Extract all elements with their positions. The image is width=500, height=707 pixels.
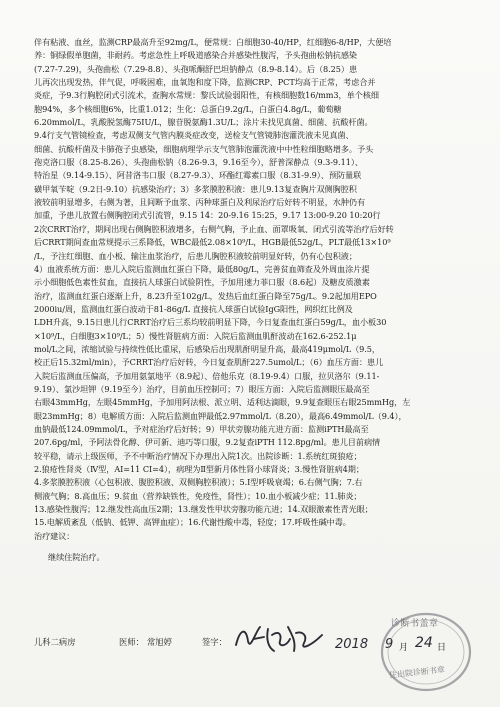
body-line: LDH升高，9.15日患儿行CRRT治疗后三系均较前明显下降，今日复查血红蛋白59g/L，血小板30 [34, 317, 387, 328]
body-line: 治疗建议： [34, 530, 75, 541]
body-line: 示小细胞低色素性贫血，直接抗人球蛋白试验阴性，予加用速力菲口服（8.6起）及糖皮质激素 [34, 277, 370, 288]
body-line: 儿再次出现发热，伴气促，呼吸困难，血氧饱和度下降，监测CRP、PCT均高于正常，考虑合并 [34, 77, 376, 88]
date-year: 2018 [335, 637, 369, 652]
body-line: 6.20mmol/L，乳酸脱氢酶75IU/L，腺苷脱氨酶1.3U/L；涂片未找见真菌、细菌、抗酸杆菌。 [34, 117, 373, 128]
body-line: 入院后监测血压偏高，予加用氨氯地平（8.9起）、倍他乐克（8.19-9.4）口服，拉贝洛尔（9.11- [34, 370, 380, 381]
body-line: 13.感染性腹泻；12.继发性高血压2期；13.继发性甲状旁腺功能亢进；14.双眼激素性青光眼； [34, 504, 373, 515]
date-month-unit: 月 [399, 643, 409, 653]
department-label: 儿科二病房 [34, 637, 76, 647]
body-line: 9.19）、氯沙坦钾（9.19至今）治疗，目前血压控制可；7）眼压方面：入院后监测眼压最高至 [34, 383, 370, 394]
body-line: 特治星（9.14-9.15）、阿昔洛韦口服（8.27-9.3）、环酯红霉素口服（8.31-9.9）、预防量联 [34, 170, 362, 181]
doctor-name: 常旭婷 [147, 637, 172, 647]
hospital-stamp [377, 606, 475, 694]
body-line: 15.电解质紊乱（低钠、低钾、高钾血症）；16.代谢性酸中毒，轻度；17.呼吸性碱中毒。 [34, 517, 351, 528]
stamp-bottom-text: 住出院诊断书章 [388, 665, 446, 680]
body-line: /L，予注红细胞、血小板、输注血浆治疗，后患儿胸腔积液较前明显好转，仍有心包积液； [34, 250, 357, 261]
body-line: 4）血液系统方面：患儿入院后监测血红蛋白下降，最低80g/L，完善贫血筛查及外周血涂片提 [34, 263, 370, 274]
body-line: 磺甲氧苄啶（9.2日-9.10）抗感染治疗；3）多浆膜腔积液：患儿9.13复查胸片双侧胸腔积 [34, 183, 357, 194]
body-line: 加重，予患儿放置右侧胸腔闭式引流管，9.15 14：20-9.16 15:25，9.17 13:00-9.20 10:20行 [34, 210, 381, 221]
doctor-label: 医师： [119, 637, 144, 647]
date-day: 24 [415, 635, 433, 651]
body-line: 9.4行支气管镜检查，考虑双侧支气管内膜炎症改变，送检支气管镜肺泡灌洗液未见真菌、 [34, 130, 354, 141]
body-line: 孢克洛口服（8.25-8.26）、头孢曲松钠（8.26-9.3，9.16至今），舒普深静点（9.3-9.11）、 [34, 157, 363, 168]
stamp-top-text: 诊断书盖章 [391, 619, 439, 629]
treatment-advice: 继续住院治疗。 [48, 552, 105, 563]
body-line: 眼23mmHg；8）电解质方面：入院后监测血钾最低2.97mmol/L（8.20），最高6.49mmol/L（9.4）， [34, 410, 407, 421]
body-line: 炎症，予9.3行胸腔闭式引流术，查胸水常规：黎氏试验弱阳性，有核细胞数16/mm3，单个核细 [34, 90, 379, 101]
body-line: 侧液气胸；8.高血压；9.贫血（营养缺铁性，免疫性，肾性）；10.血小板减少症；11.肺炎； [34, 490, 362, 501]
body-line: 4.多浆膜腔积液（心包积液、腹腔积液、双侧胸腔积液）；5.Ⅰ型呼吸衰竭；6.右侧气胸；7.右 [34, 477, 363, 488]
body-line: 后CRRT期间查血常规提示三系降低，WBC最低2.08×10⁹/L，HGB最低52g/L，PLT最低13×10⁹ [34, 237, 391, 248]
body-line: 207.6pg/ml，予阿法骨化醇、伊可新、迪巧等口服，9.2复查iPTH 112.8pg/ml。患儿目前病情 [34, 437, 381, 448]
body-line: 校正后15.32ml/min），予CRRT治疗后好转，今日复查肌酐227.5umol/L；（6）血压方面：患儿 [34, 357, 384, 368]
body-line: 较平稳，请示上级医师，予不中断治疗情况下办理出入院1次。出院诊断：1.系统红斑狼疮； [34, 450, 362, 461]
signature-label: 签字： [202, 637, 227, 647]
body-line: 2次CRRT治疗，期间出现右侧胸腔积液增多，右侧气胸，予止血、面罩吸氧、闭式引流等治疗后好转 [34, 223, 394, 234]
diagnosis-body [34, 36, 472, 564]
body-line: mol/L之间，浓缩试验与持续性低比重尿，后感染后出现肌酐明显升高，最高419μmol/L（9.5， [34, 343, 380, 354]
body-line: 养：铜绿假单胞菌，非耐药。考虑急性上呼吸道感染合并感染性腹泻，予头孢曲松钠抗感染 [34, 50, 358, 61]
date-month: 9 [385, 637, 394, 652]
body-line: 2000iu/周，监测血红蛋白波动于81-86g/L 直接抗人球蛋白试验IgG阳性，网织红比例及 [34, 303, 353, 314]
handwritten-signature [230, 621, 328, 655]
body-line: 胞94%，多个核细胞6%，比重1.012；生化：总蛋白9.2g/L，白蛋白4.8g/L，葡萄糖 [34, 103, 342, 114]
body-line: 2.狼疮性肾炎（Ⅳ型，AI=11 CI=4），病理为Ⅱ型新月体性肾小球肾炎；3.慢性肾脏病4期； [34, 464, 364, 474]
date-day-unit: 日 [437, 643, 447, 653]
body-line: ×10⁹/L，白细胞3×10⁹/L；5）慢性肾脏病方面：入院后监测血肌酐波动在162.6-252.1μ [34, 330, 357, 341]
body-line: 治疗，监测血红蛋白逐渐上升，8.23升至102g/L，发热后血红蛋白降至75g/L。9.2起加用EPO [34, 290, 377, 301]
body-line: 细菌、抗酸杆菌及卡肺孢子虫感染，细胞病理学示支气管肺泡灌洗液中中性粒细胞略增多。予头 [34, 143, 374, 154]
body-line: 血钠最低124.09mmol/L，予对症治疗后好转；9）甲状旁腺功能亢进方面：监测iPTH最高至 [34, 423, 369, 434]
body-line: 伴有粘液、血丝，监测CRP最高升至92mg/L，便常规：白细胞30-40/HP，红细胞6-8/HP，大便培 [34, 37, 392, 47]
body-line: 液较前明显增多，右侧为著，且间断予血浆、丙种球蛋白及利尿治疗后好转不明显，水肿仍有 [34, 197, 366, 208]
body-line: 右眼43mmHg，左眼45mmHg，予加用阿法根、派立明、适利达滴眼，9.9复查眼压右眼25mmHg，左 [34, 397, 411, 408]
body-line: (7.27-7.29)，头孢曲松（7.29-8.8）、头孢哌酮舒巴坦钠静点（8.9-8.14）。后（8.25）患 [34, 63, 358, 74]
